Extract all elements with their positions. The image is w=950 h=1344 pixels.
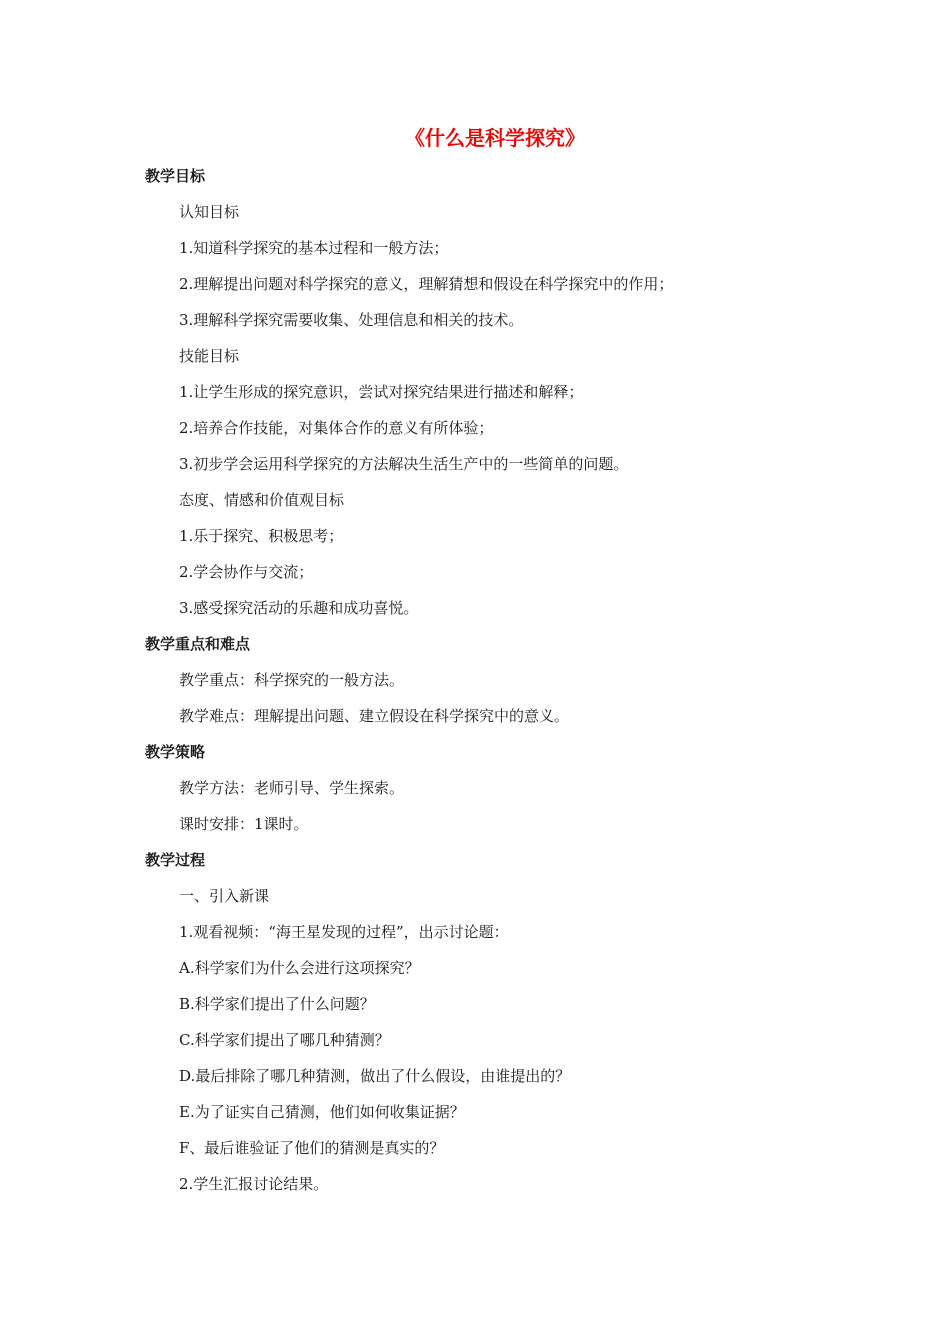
list-item: 2.理解提出问题对科学探究的意义，理解猜想和假设在科学探究中的作用； [179, 275, 674, 293]
list-item: D.最后排除了哪几种猜测，做出了什么假设，由谁提出的？ [179, 1067, 571, 1085]
list-item: 1.乐于探究、积极思考； [179, 527, 344, 545]
subsection-title-cognitive: 认知目标 [179, 203, 240, 221]
list-item: 3.理解科学探究需要收集、处理信息和相关的技术。 [179, 311, 524, 329]
list-item: 1.让学生形成的探究意识，尝试对探究结果进行描述和解释； [179, 383, 584, 401]
list-item: 2.学会协作与交流； [179, 563, 314, 581]
section-heading-goals: 教学目标 [145, 167, 206, 185]
list-item: 教学难点：理解提出问题、建立假设在科学探究中的意义。 [179, 707, 570, 725]
list-item: 2.学生汇报讨论结果。 [179, 1175, 329, 1193]
list-item: 1.观看视频：“海王星发现的过程”，出示讨论题： [179, 923, 509, 941]
list-item: 教学重点：科学探究的一般方法。 [179, 671, 405, 689]
list-item: 教学方法：老师引导、学生探索。 [179, 779, 405, 797]
list-item: B.科学家们提出了什么问题？ [179, 995, 375, 1013]
list-item: 课时安排：1课时。 [179, 815, 309, 833]
subsection-title-attitude: 态度、情感和价值观目标 [179, 491, 345, 509]
subsection-title-intro: 一、引入新课 [179, 887, 270, 905]
document-title: 《什么是科学探究》 [405, 126, 585, 150]
list-item: E.为了证实自己猜测，他们如何收集证据？ [179, 1103, 465, 1121]
list-item: F、最后谁验证了他们的猜测是真实的？ [179, 1139, 445, 1157]
list-item: 3.感受探究活动的乐趣和成功喜悦。 [179, 599, 419, 617]
section-heading-process: 教学过程 [145, 851, 206, 869]
section-heading-key-points: 教学重点和难点 [145, 635, 251, 653]
list-item: 1.知道科学探究的基本过程和一般方法； [179, 239, 449, 257]
list-item: C.科学家们提出了哪几种猜测？ [179, 1031, 390, 1049]
section-heading-strategy: 教学策略 [145, 743, 206, 761]
subsection-title-skill: 技能目标 [179, 347, 240, 365]
list-item: A.科学家们为什么会进行这项探究？ [179, 959, 420, 977]
list-item: 3.初步学会运用科学探究的方法解决生活生产中的一些简单的问题。 [179, 455, 629, 473]
list-item: 2.培养合作技能，对集体合作的意义有所体验； [179, 419, 494, 437]
document-body [145, 158, 845, 1202]
